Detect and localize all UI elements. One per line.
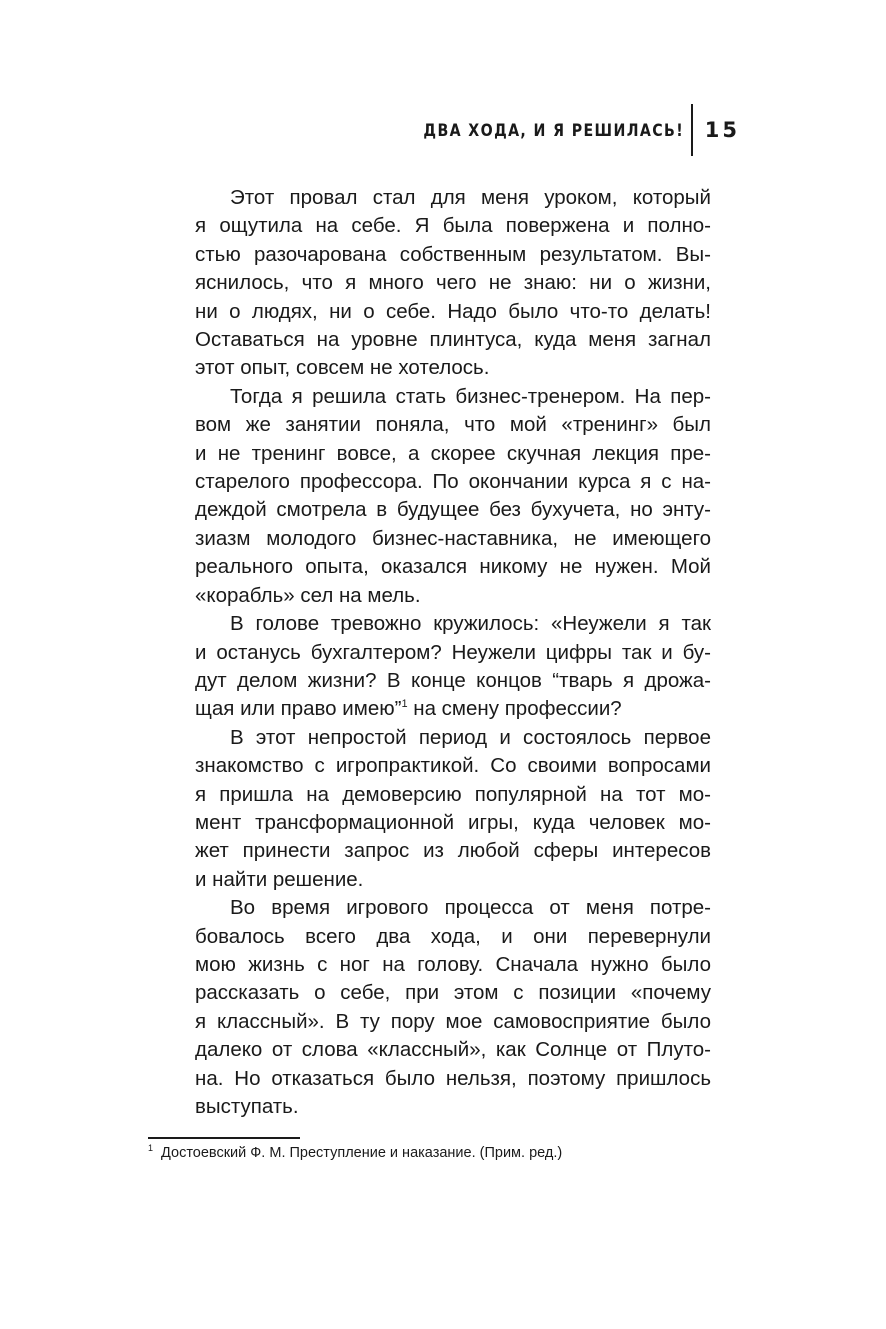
text-line: жет принести запрос из любой сферы интересов — [195, 839, 711, 863]
text-line: Тогда я решила стать бизнес-тренером. На пер- — [230, 384, 711, 408]
text-line: В голове тревожно кружилось: «Неужели я так — [230, 612, 711, 636]
text-line: я классный». В ту пору мое самовосприятие было — [195, 1009, 711, 1033]
text-line: яснилось, что я много чего не знаю: ни о жизни, — [195, 271, 711, 295]
text-line: стью разочарована собственным результатом. Вы- — [195, 242, 711, 266]
paragraph-5 — [195, 894, 711, 1121]
text-line: и останусь бухгалтером? Неужели цифры так и бу- — [195, 640, 711, 664]
text-line: Во время игрового процесса от меня потре- — [230, 896, 711, 920]
text-line: и найти решение. — [195, 867, 364, 891]
text-line: дут делом жизни? В конце концов “тварь я дрожа- — [195, 668, 711, 692]
text-line: «корабль» сел на мель. — [195, 583, 421, 607]
paragraph-3 — [195, 610, 711, 724]
text-line: и не тренинг вовсе, а скорее скучная лекция пре- — [195, 441, 711, 465]
text-line: мою жизнь с ног на голову. Сначала нужно было — [195, 952, 711, 976]
footnote — [148, 1143, 748, 1163]
chapter-title: ДВА ХОДА, И Я РЕШИЛАСЬ! — [423, 120, 684, 140]
body-text — [195, 184, 711, 1121]
text-line: зиазм молодого бизнес-наставника, не имеющего — [195, 526, 711, 550]
paragraph-4 — [195, 724, 711, 894]
text-line: ни о людях, ни о себе. Надо было что-то делать! — [195, 299, 711, 323]
text-line: этот опыт, совсем не хотелось. — [195, 356, 490, 380]
text-line: я ощутила на себе. Я была повержена и полно- — [195, 214, 711, 238]
text-line: вом же занятии поняла, что мой «тренинг» был — [195, 413, 711, 437]
running-header — [381, 104, 740, 156]
text-line — [195, 695, 711, 723]
footnote-mark: 1 — [148, 1143, 154, 1153]
text-line: реального опыта, оказался никому не нужен. Мой — [195, 555, 711, 579]
text-line: рассказать о себе, при этом с позиции «почему — [195, 981, 711, 1005]
text-line: знакомство с игропрактикой. Со своими вопросами — [195, 754, 711, 778]
text-line: В этот непростой период и состоялось первое — [230, 725, 711, 749]
text-line: Оставаться на уровне плинтуса, куда меня загнал — [195, 328, 711, 352]
text-line: деждой смотрела в будущее без бухучета, но энту- — [195, 498, 711, 522]
header-divider — [691, 104, 693, 156]
paragraph-1 — [195, 184, 711, 383]
footnote-reference: 1 — [401, 698, 408, 711]
text-line: выступать. — [195, 1095, 299, 1118]
paragraph-2 — [195, 383, 711, 610]
text-line: на. Но отказаться было нельзя, поэтому пришлось — [195, 1066, 711, 1090]
page-number: 15 — [704, 118, 740, 142]
text-line: старелого профессора. По окончании курса я с на- — [195, 470, 711, 494]
text-line: я пришла на демоверсию популярной на тот мо- — [195, 782, 711, 806]
footnote-text: Достоевский Ф. М. Преступление и наказание. (Прим. ред.) — [161, 1145, 563, 1161]
text-line: мент трансформационной игры, куда человек мо- — [195, 810, 711, 834]
text-fragment: на смену профессии? — [413, 697, 622, 721]
text-line: Этот провал стал для меня уроком, который — [230, 186, 711, 209]
text-fragment: щая или право имею” — [195, 697, 402, 721]
text-line: далеко от слова «классный», как Солнце от Плуто- — [195, 1038, 711, 1062]
text-line: бовалось всего два хода, и они перевернули — [195, 924, 711, 948]
footnote-divider — [148, 1137, 300, 1139]
